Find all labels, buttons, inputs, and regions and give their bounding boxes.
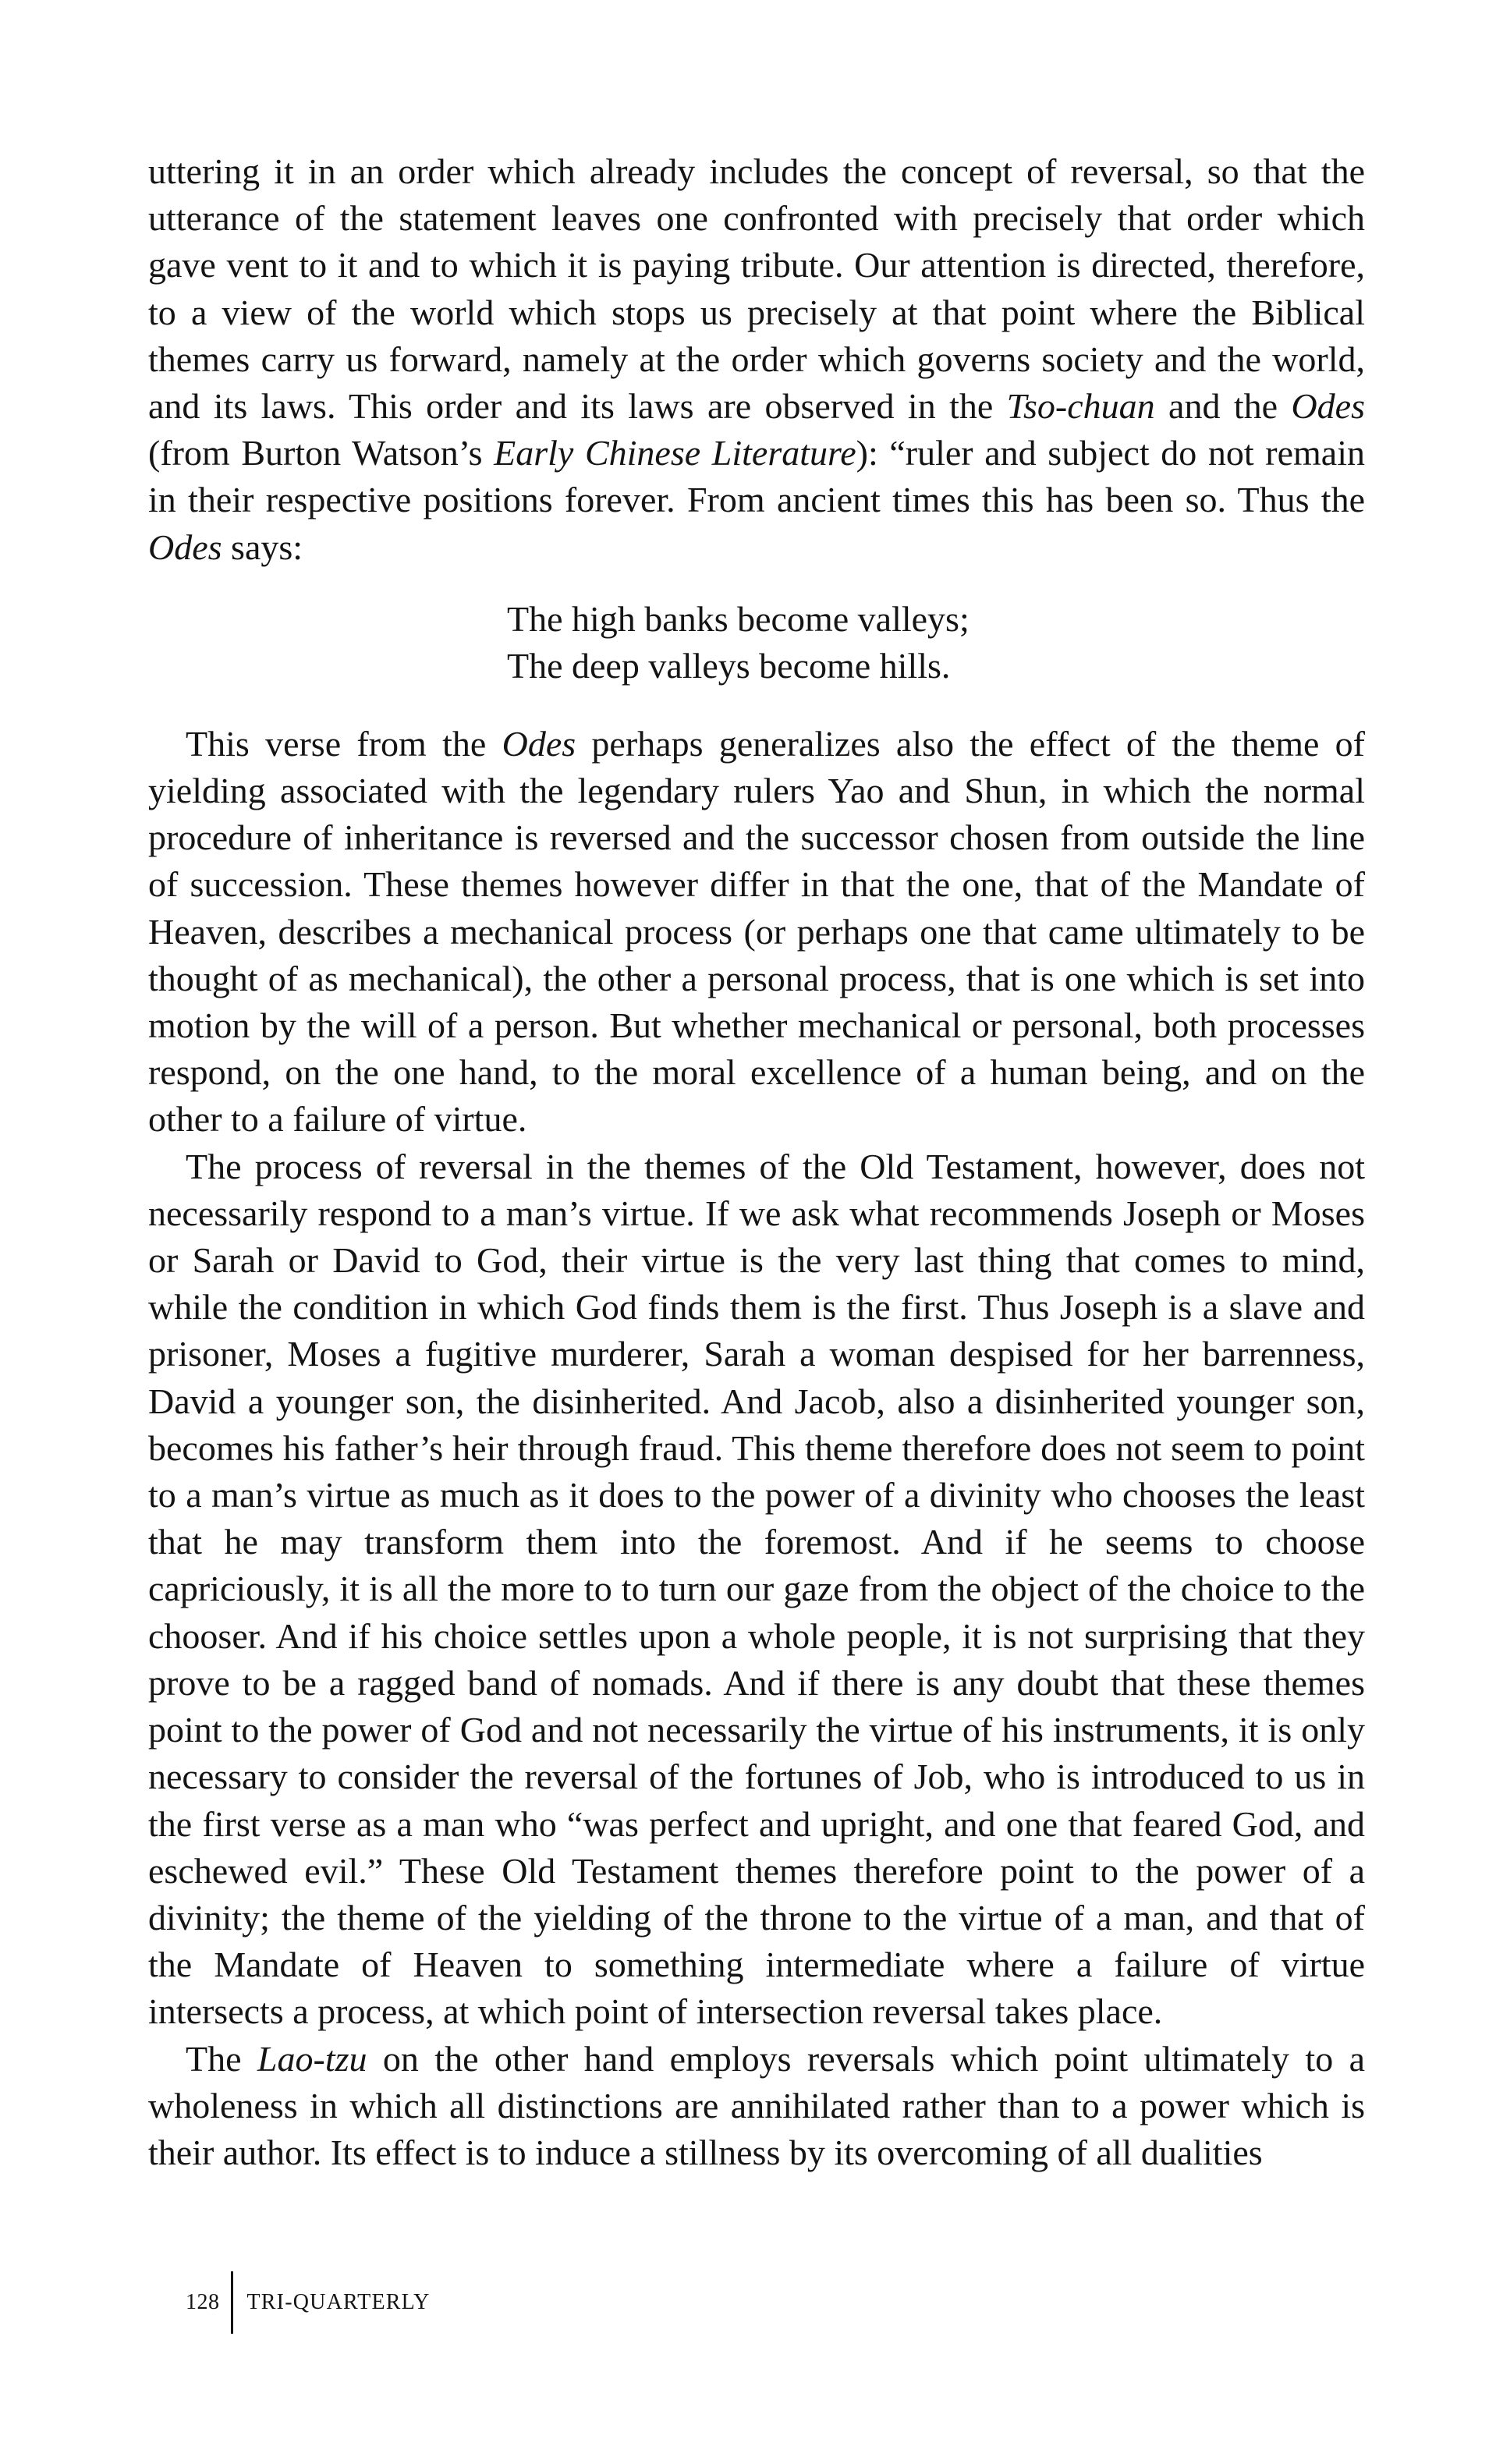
paragraph-2: [148, 721, 1365, 1143]
text-run: on the other hand employs reversals which point ultimately to a wholeness in which all distinctions are annihilated rather than to a power which is their author. Its effect is to induce a stillness by its overcoming of all dualities: [148, 2038, 1366, 2172]
text-run: says:: [222, 526, 303, 567]
italic-title: Tso-chuan: [1006, 386, 1155, 427]
text-run: The: [186, 2038, 257, 2079]
italic-title: Early Chinese Literature: [494, 433, 856, 473]
text-run: (from Burton Watson’s: [148, 433, 495, 473]
paragraph-1: [148, 148, 1365, 571]
italic-title: Lao-tzu: [257, 2038, 367, 2079]
page-number: 128: [186, 2290, 220, 2314]
text-run: ): “ruler and subject do not remain in their respective positions forever. From ancient times this has been so. Thus the: [148, 433, 1366, 520]
italic-title: Odes: [1291, 386, 1365, 427]
page-body: [148, 148, 1365, 2176]
text-run: The process of reversal in the themes of the Old Testament, however, does not necessarily respond to a man’s virtue. If we ask what recommends Joseph or Moses or Sarah or David to God, their virtue is the very last thing that comes to mind, while the condition in which God finds them is the first. Thus Joseph is a slave and prisoner, Moses a fugitive murderer, Sarah a woman despised for her barrenness, David a younger son, the disinherited. And Jacob, also a disinherited younger son, becomes his father’s heir through fraud. This theme therefore does not seem to point to a man’s virtue as much as it does to the power of a divinity who chooses the least that he may transform them into the foremost. And if he seems to choose capriciously, it is all the more to to turn our gaze from the object of the choice to the chooser. And if his choice settles upon a whole people, it is not surprising that they prove to be a ragged band of nomads. And if there is any doubt that these themes point to the power of God and not necessarily the virtue of his instruments, it is only necessary to consider the reversal of the fortunes of Job, who is introduced to us in the first verse as a man who “was perfect and upright, and one that feared God, and eschewed evil.” These Old Testament themes therefore point to the power of a divinity; the theme of the yielding of the throne to the virtue of a man, and that of the Mandate of Heaven to something intermediate where a failure of virtue intersects a process, at which point of intersection reversal takes place.: [148, 1146, 1365, 2032]
text-run: perhaps generalizes also the effect of the theme of yielding associated with the legendary rulers Yao and Shun, in which the normal procedure of inheritance is reversed and the successor chosen from outside the line of succession. These themes however differ in that the one, that of the Mandate of Heaven, describes a mechanical process (or perhaps one that came ultimately to be thought of as mechanical), the other a personal process, that is one which is set into motion by the will of a person. But whether mechanical or personal, both processes respond, on the one hand, to the moral excellence of a human being, and on the other to a failure of virtue.: [148, 723, 1365, 1140]
text-run: uttering it in an order which already includes the concept of reversal, so that the utterance of the statement leaves one confronted with precisely that order which gave vent to it and to which it is paying tribute. Our attention is directed, therefore, to a view of the world which stops us precisely at that point where the Biblical themes carry us forward, namely at the order which governs society and the world, and its laws. This order and its laws are observed in the: [148, 151, 1365, 427]
italic-title: Odes: [148, 526, 222, 567]
verse-quote: [507, 596, 1365, 690]
text-run: This verse from the: [186, 723, 502, 764]
paragraph-3: [148, 1143, 1365, 2036]
footer-divider: [231, 2271, 233, 2334]
verse-line-1: The high banks become valleys;: [507, 598, 970, 639]
verse-line-2: The deep valleys become hills.: [507, 645, 951, 686]
running-head: TRI-QUARTERLY: [246, 2290, 431, 2314]
text-run: and the: [1154, 386, 1292, 427]
paragraph-4: [148, 2036, 1365, 2177]
italic-title: Odes: [502, 723, 576, 764]
page-footer: [186, 2271, 431, 2334]
